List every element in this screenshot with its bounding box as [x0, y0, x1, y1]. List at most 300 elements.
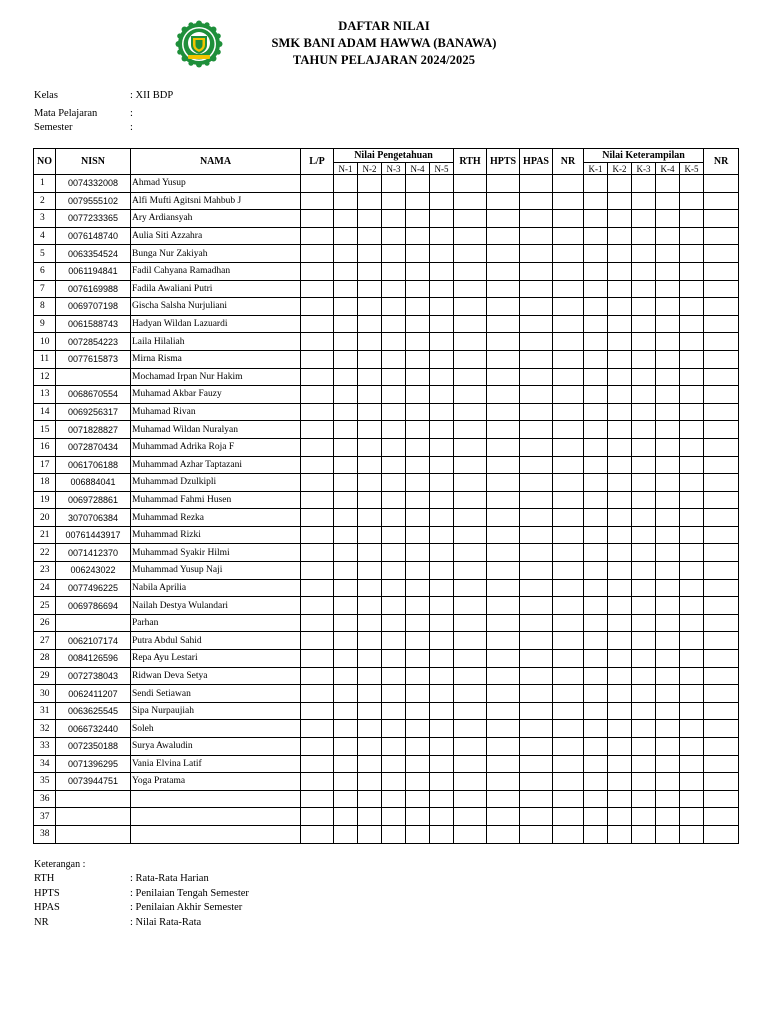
cell-hpts — [487, 456, 520, 474]
cell-k3 — [632, 350, 656, 368]
cell-lp — [301, 614, 334, 632]
cell-hpas — [520, 245, 553, 263]
row-no: 10 — [34, 333, 56, 351]
row-nama: Repa Ayu Lestari — [131, 650, 301, 668]
row-no: 11 — [34, 350, 56, 368]
cell-rth — [454, 738, 487, 756]
cell-k5 — [680, 509, 704, 527]
cell-n4 — [406, 456, 430, 474]
cell-nr — [553, 597, 584, 615]
cell-k1 — [584, 808, 608, 826]
row-nisn — [56, 614, 131, 632]
cell-k5 — [680, 421, 704, 439]
cell-n3 — [382, 509, 406, 527]
row-nama: Surya Awaludin — [131, 738, 301, 756]
table-row — [34, 597, 739, 615]
cell-nr-keterampilan — [704, 491, 739, 509]
cell-nr — [553, 685, 584, 703]
row-nisn: 0073944751 — [56, 773, 131, 791]
cell-n1 — [334, 632, 358, 650]
cell-n5 — [430, 280, 454, 298]
cell-nr — [553, 456, 584, 474]
row-nisn: 0062411207 — [56, 685, 131, 703]
cell-hpas — [520, 227, 553, 245]
cell-k2 — [608, 298, 632, 316]
row-nama: Mirna Risma — [131, 350, 301, 368]
cell-k1 — [584, 175, 608, 193]
cell-nr — [553, 702, 584, 720]
cell-nr-keterampilan — [704, 210, 739, 228]
table-row — [34, 245, 739, 263]
cell-lp — [301, 825, 334, 843]
cell-nr-keterampilan — [704, 526, 739, 544]
row-no: 23 — [34, 562, 56, 580]
cell-rth — [454, 210, 487, 228]
cell-hpas — [520, 825, 553, 843]
cell-nr-keterampilan — [704, 825, 739, 843]
cell-k3 — [632, 562, 656, 580]
cell-n1 — [334, 421, 358, 439]
table-row — [34, 491, 739, 509]
cell-n1 — [334, 685, 358, 703]
cell-rth — [454, 825, 487, 843]
cell-n2 — [358, 474, 382, 492]
cell-hpts — [487, 632, 520, 650]
cell-k1 — [584, 474, 608, 492]
row-nisn: 0062107174 — [56, 632, 131, 650]
cell-n4 — [406, 755, 430, 773]
cell-k4 — [656, 350, 680, 368]
cell-k4 — [656, 262, 680, 280]
cell-nr-keterampilan — [704, 474, 739, 492]
row-no: 21 — [34, 526, 56, 544]
cell-k4 — [656, 456, 680, 474]
cell-k4 — [656, 175, 680, 193]
cell-k3 — [632, 315, 656, 333]
cell-k2 — [608, 386, 632, 404]
cell-k3 — [632, 702, 656, 720]
cell-n2 — [358, 192, 382, 210]
cell-rth — [454, 667, 487, 685]
cell-nr — [553, 438, 584, 456]
cell-k5 — [680, 403, 704, 421]
cell-nr — [553, 614, 584, 632]
cell-n4 — [406, 386, 430, 404]
cell-hpas — [520, 738, 553, 756]
row-nisn: 0061194841 — [56, 262, 131, 280]
cell-nr — [553, 650, 584, 668]
kelas-value: : XII BDP — [130, 90, 174, 101]
row-no: 38 — [34, 825, 56, 843]
row-nisn — [56, 808, 131, 826]
cell-nr — [553, 562, 584, 580]
cell-k2 — [608, 192, 632, 210]
cell-rth — [454, 245, 487, 263]
cell-n5 — [430, 579, 454, 597]
cell-rth — [454, 755, 487, 773]
cell-nr — [553, 790, 584, 808]
note-item — [34, 916, 202, 931]
cell-k4 — [656, 509, 680, 527]
cell-n3 — [382, 315, 406, 333]
row-no: 20 — [34, 509, 56, 527]
cell-hpas — [520, 632, 553, 650]
cell-hpts — [487, 702, 520, 720]
cell-nr-keterampilan — [704, 368, 739, 386]
cell-k1 — [584, 562, 608, 580]
cell-nr — [553, 210, 584, 228]
cell-nr-keterampilan — [704, 280, 739, 298]
cell-n5 — [430, 526, 454, 544]
cell-n1 — [334, 210, 358, 228]
cell-k2 — [608, 403, 632, 421]
cell-k1 — [584, 632, 608, 650]
cell-k1 — [584, 773, 608, 791]
cell-k3 — [632, 280, 656, 298]
cell-k1 — [584, 544, 608, 562]
cell-n5 — [430, 491, 454, 509]
row-nisn: 0077496225 — [56, 579, 131, 597]
cell-nr — [553, 720, 584, 738]
cell-n4 — [406, 262, 430, 280]
cell-n2 — [358, 298, 382, 316]
row-no: 14 — [34, 403, 56, 421]
cell-n3 — [382, 790, 406, 808]
table-row — [34, 315, 739, 333]
cell-nr-keterampilan — [704, 808, 739, 826]
cell-n1 — [334, 175, 358, 193]
cell-n5 — [430, 368, 454, 386]
cell-n1 — [334, 509, 358, 527]
cell-k3 — [632, 685, 656, 703]
cell-nr-keterampilan — [704, 702, 739, 720]
row-nisn: 0071828827 — [56, 421, 131, 439]
cell-k5 — [680, 562, 704, 580]
cell-nr-keterampilan — [704, 403, 739, 421]
cell-k2 — [608, 315, 632, 333]
cell-hpts — [487, 474, 520, 492]
cell-n3 — [382, 368, 406, 386]
header-k2: K-2 — [608, 163, 632, 175]
cell-nr-keterampilan — [704, 456, 739, 474]
cell-n4 — [406, 579, 430, 597]
cell-nr-keterampilan — [704, 386, 739, 404]
cell-lp — [301, 386, 334, 404]
cell-rth — [454, 491, 487, 509]
cell-n3 — [382, 614, 406, 632]
cell-nr-keterampilan — [704, 227, 739, 245]
cell-n2 — [358, 667, 382, 685]
cell-k4 — [656, 562, 680, 580]
row-nama: Muhammad Dzulkipli — [131, 474, 301, 492]
cell-lp — [301, 755, 334, 773]
cell-rth — [454, 773, 487, 791]
table-row — [34, 544, 739, 562]
cell-k3 — [632, 790, 656, 808]
cell-k4 — [656, 773, 680, 791]
cell-hpts — [487, 685, 520, 703]
cell-k5 — [680, 386, 704, 404]
table-row — [34, 210, 739, 228]
cell-n5 — [430, 702, 454, 720]
cell-n5 — [430, 298, 454, 316]
academic-year: TAHUN PELAJARAN 2024/2025 — [292, 53, 476, 67]
cell-nr — [553, 825, 584, 843]
cell-k5 — [680, 808, 704, 826]
row-nama: Muhamad Akbar Fauzy — [131, 386, 301, 404]
table-row — [34, 773, 739, 791]
cell-k4 — [656, 544, 680, 562]
row-nisn: 0072854223 — [56, 333, 131, 351]
cell-n1 — [334, 773, 358, 791]
cell-lp — [301, 192, 334, 210]
row-no: 4 — [34, 227, 56, 245]
cell-k1 — [584, 368, 608, 386]
cell-k4 — [656, 650, 680, 668]
cell-n4 — [406, 175, 430, 193]
cell-k3 — [632, 509, 656, 527]
cell-k3 — [632, 825, 656, 843]
cell-k3 — [632, 210, 656, 228]
cell-k1 — [584, 298, 608, 316]
cell-k1 — [584, 755, 608, 773]
cell-rth — [454, 790, 487, 808]
cell-lp — [301, 808, 334, 826]
table-row — [34, 808, 739, 826]
row-nama: Muhammad Rizki — [131, 526, 301, 544]
cell-n4 — [406, 474, 430, 492]
cell-k3 — [632, 386, 656, 404]
legend-notes — [34, 858, 249, 930]
cell-rth — [454, 562, 487, 580]
cell-n4 — [406, 333, 430, 351]
cell-n4 — [406, 685, 430, 703]
kelas-label: Kelas — [34, 90, 58, 101]
cell-n2 — [358, 562, 382, 580]
cell-k5 — [680, 227, 704, 245]
cell-rth — [454, 175, 487, 193]
cell-n3 — [382, 403, 406, 421]
cell-k1 — [584, 245, 608, 263]
row-no: 32 — [34, 720, 56, 738]
row-nisn: 0063625545 — [56, 702, 131, 720]
cell-hpts — [487, 227, 520, 245]
row-nisn: 0077233365 — [56, 210, 131, 228]
cell-nr-keterampilan — [704, 685, 739, 703]
cell-hpts — [487, 544, 520, 562]
cell-nr-keterampilan — [704, 298, 739, 316]
cell-hpas — [520, 438, 553, 456]
cell-n2 — [358, 685, 382, 703]
cell-n4 — [406, 280, 430, 298]
header-nr-keterampilan: NR — [704, 149, 739, 175]
cell-lp — [301, 526, 334, 544]
cell-k5 — [680, 333, 704, 351]
cell-n1 — [334, 614, 358, 632]
row-nisn: 0069728861 — [56, 491, 131, 509]
cell-n3 — [382, 667, 406, 685]
cell-k3 — [632, 491, 656, 509]
cell-k2 — [608, 579, 632, 597]
cell-n1 — [334, 456, 358, 474]
cell-n5 — [430, 192, 454, 210]
cell-n5 — [430, 438, 454, 456]
cell-hpts — [487, 333, 520, 351]
row-no: 17 — [34, 456, 56, 474]
semester-label: Semester — [34, 122, 73, 133]
cell-nr-keterampilan — [704, 438, 739, 456]
table-row — [34, 632, 739, 650]
row-nama: Soleh — [131, 720, 301, 738]
cell-nr — [553, 808, 584, 826]
cell-nr-keterampilan — [704, 579, 739, 597]
note-value: : Nilai Rata-Rata — [130, 916, 202, 928]
row-nama: Hadyan Wildan Lazuardi — [131, 315, 301, 333]
note-item — [34, 901, 243, 916]
row-no: 19 — [34, 491, 56, 509]
cell-n4 — [406, 562, 430, 580]
cell-n1 — [334, 526, 358, 544]
cell-n3 — [382, 825, 406, 843]
row-nama: Fadila Awaliani Putri — [131, 280, 301, 298]
header-nr: NR — [553, 149, 584, 175]
cell-hpas — [520, 333, 553, 351]
cell-n4 — [406, 773, 430, 791]
cell-k2 — [608, 685, 632, 703]
cell-nr-keterampilan — [704, 650, 739, 668]
cell-nr-keterampilan — [704, 350, 739, 368]
cell-hpts — [487, 755, 520, 773]
cell-lp — [301, 738, 334, 756]
cell-rth — [454, 298, 487, 316]
cell-n3 — [382, 474, 406, 492]
row-no: 25 — [34, 597, 56, 615]
cell-n1 — [334, 245, 358, 263]
cell-k3 — [632, 738, 656, 756]
cell-k5 — [680, 755, 704, 773]
cell-k3 — [632, 175, 656, 193]
cell-nr — [553, 227, 584, 245]
cell-n3 — [382, 350, 406, 368]
cell-n5 — [430, 262, 454, 280]
cell-n2 — [358, 702, 382, 720]
cell-n1 — [334, 755, 358, 773]
row-nama: Aulia Siti Azzahra — [131, 227, 301, 245]
cell-hpts — [487, 491, 520, 509]
header-k4: K-4 — [656, 163, 680, 175]
cell-n3 — [382, 597, 406, 615]
row-no: 13 — [34, 386, 56, 404]
cell-n5 — [430, 227, 454, 245]
cell-n5 — [430, 808, 454, 826]
cell-n5 — [430, 632, 454, 650]
cell-hpts — [487, 386, 520, 404]
cell-n3 — [382, 773, 406, 791]
table-row — [34, 650, 739, 668]
row-no: 5 — [34, 245, 56, 263]
cell-hpas — [520, 808, 553, 826]
cell-k3 — [632, 333, 656, 351]
cell-hpts — [487, 298, 520, 316]
cell-n1 — [334, 298, 358, 316]
cell-rth — [454, 685, 487, 703]
cell-hpas — [520, 350, 553, 368]
cell-nr — [553, 491, 584, 509]
cell-k3 — [632, 438, 656, 456]
cell-hpts — [487, 509, 520, 527]
row-nisn: 0061588743 — [56, 315, 131, 333]
cell-k2 — [608, 456, 632, 474]
cell-nr — [553, 245, 584, 263]
row-nisn: 0072738043 — [56, 667, 131, 685]
cell-k5 — [680, 738, 704, 756]
cell-n4 — [406, 825, 430, 843]
cell-k4 — [656, 526, 680, 544]
mapel-value: : — [130, 108, 133, 119]
cell-hpts — [487, 825, 520, 843]
table-row — [34, 386, 739, 404]
cell-k1 — [584, 421, 608, 439]
cell-hpts — [487, 368, 520, 386]
cell-k2 — [608, 720, 632, 738]
cell-k4 — [656, 597, 680, 615]
semester-value: : — [130, 122, 133, 133]
table-row — [34, 579, 739, 597]
cell-k1 — [584, 262, 608, 280]
cell-hpas — [520, 368, 553, 386]
cell-n2 — [358, 773, 382, 791]
cell-k5 — [680, 632, 704, 650]
school-name: SMK BANI ADAM HAWWA (BANAWA) — [271, 36, 497, 50]
cell-lp — [301, 350, 334, 368]
cell-k4 — [656, 702, 680, 720]
cell-n2 — [358, 526, 382, 544]
cell-lp — [301, 298, 334, 316]
cell-hpts — [487, 773, 520, 791]
cell-hpts — [487, 350, 520, 368]
cell-k2 — [608, 597, 632, 615]
cell-rth — [454, 614, 487, 632]
cell-k2 — [608, 562, 632, 580]
cell-n2 — [358, 403, 382, 421]
row-nama: Gischa Salsha Nurjuliani — [131, 298, 301, 316]
row-nisn: 0066732440 — [56, 720, 131, 738]
cell-lp — [301, 544, 334, 562]
cell-n3 — [382, 755, 406, 773]
cell-lp — [301, 280, 334, 298]
cell-n1 — [334, 597, 358, 615]
cell-k2 — [608, 438, 632, 456]
cell-n4 — [406, 667, 430, 685]
cell-nr-keterampilan — [704, 315, 739, 333]
cell-k4 — [656, 192, 680, 210]
cell-hpas — [520, 280, 553, 298]
row-no: 7 — [34, 280, 56, 298]
cell-nr-keterampilan — [704, 755, 739, 773]
cell-n3 — [382, 562, 406, 580]
cell-k5 — [680, 650, 704, 668]
cell-n2 — [358, 738, 382, 756]
cell-nr-keterampilan — [704, 773, 739, 791]
cell-lp — [301, 262, 334, 280]
grade-table-body — [34, 175, 739, 844]
cell-n5 — [430, 315, 454, 333]
cell-n5 — [430, 720, 454, 738]
header-nama: NAMA — [131, 149, 301, 175]
cell-hpas — [520, 526, 553, 544]
cell-lp — [301, 720, 334, 738]
cell-k3 — [632, 474, 656, 492]
